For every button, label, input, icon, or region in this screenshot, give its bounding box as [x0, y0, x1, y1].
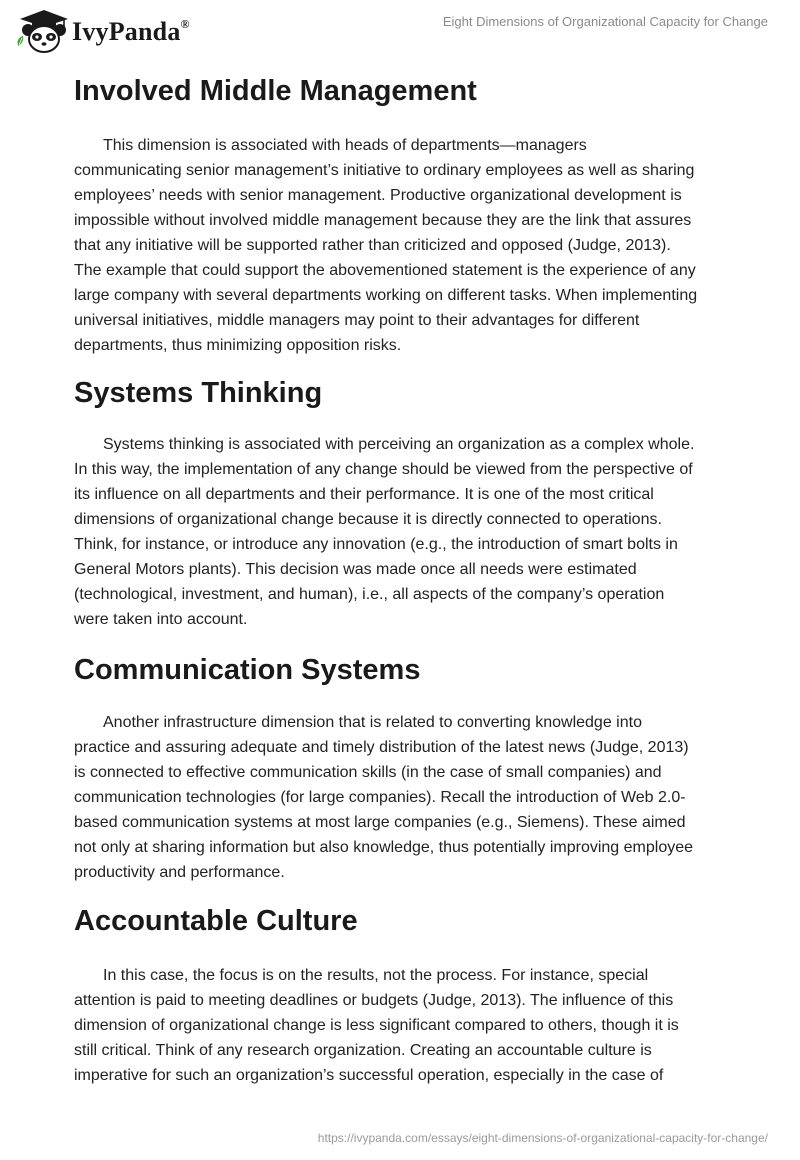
section-heading: Involved Middle Management: [74, 75, 477, 107]
page-header: [0, 0, 800, 64]
panda-graduate-icon: [14, 8, 70, 54]
logo-text: IvyPanda: [72, 17, 181, 46]
paragraph-line: its influence on all departments and their performance. It is one of the most critical: [74, 486, 654, 503]
paragraph-line: is connected to effective communication skills (in the case of small companies) and: [74, 764, 662, 781]
paragraph-line: were taken into account.: [74, 611, 248, 628]
paragraph-line: not only at sharing information but also knowledge, thus potentially improving employee: [74, 839, 694, 856]
registered-mark: ®: [180, 17, 190, 32]
paragraph-line: employees’ needs with senior management. Productive organizational development is: [74, 187, 682, 204]
section-paragraph: [74, 963, 679, 1088]
paragraph-line: dimension of organizational change is less significant compared to others, though it is: [74, 1017, 679, 1034]
paragraph-line: productivity and performance.: [74, 864, 285, 881]
paragraph-line: based communication systems at most large companies (e.g., Siemens). These aimed: [74, 814, 686, 831]
paragraph-line: that any initiative will be supported rather than criticized and opposed (Judge, 2013).: [74, 237, 671, 254]
paragraph-line: communication technologies (for large companies). Recall the introduction of Web 2.0-: [74, 789, 686, 806]
paragraph-line: General Motors plants). This decision was made once all needs were estimated: [74, 561, 637, 578]
section-paragraph: [74, 710, 693, 885]
section-paragraph: [74, 133, 697, 358]
paragraph-line: communicating senior management’s initiative to ordinary employees as well as sharing: [74, 162, 695, 179]
paragraph-line: dimensions of organizational change because it is directly connected to operations.: [74, 511, 662, 528]
ivypanda-logo[interactable]: [14, 8, 204, 54]
paragraph-line: In this case, the focus is on the results, not the process. For instance, special: [103, 967, 649, 984]
paragraph-line: (technological, investment, and human), i.e., all aspects of the company’s operation: [74, 586, 665, 603]
paragraph-line: practice and assuring adequate and timely distribution of the latest news (Judge, 2013): [74, 739, 689, 756]
paragraph-line: impossible without involved middle management because they are the link that assures: [74, 212, 692, 229]
paragraph-line: attention is paid to meeting deadlines or budgets (Judge, 2013). The influence of this: [74, 992, 674, 1009]
source-url[interactable]: https://ivypanda.com/essays/eight-dimensions-of-organizational-capacity-for-change/: [317, 1131, 768, 1145]
paragraph-line: Systems thinking is associated with perceiving an organization as a complex whole.: [103, 436, 695, 453]
paragraph-line: The example that could support the abovementioned statement is the experience of any: [74, 262, 696, 279]
section-heading: Accountable Culture: [74, 905, 358, 937]
paragraph-line: large company with several departments working on different tasks. When implementing: [74, 287, 698, 304]
paragraph-line: Another infrastructure dimension that is related to converting knowledge into: [103, 714, 642, 731]
section-paragraph: [74, 432, 694, 632]
paragraph-line: In this way, the implementation of any change should be viewed from the perspective of: [74, 461, 693, 478]
document-title: Eight Dimensions of Organizational Capacity for Change: [442, 14, 768, 29]
paragraph-line: Think, for instance, or introduce any innovation (e.g., the introduction of smart bolts in: [74, 536, 678, 553]
section-heading: Communication Systems: [74, 654, 421, 686]
paragraph-line: imperative for such an organization’s successful operation, especially in the case of: [74, 1067, 664, 1084]
paragraph-line: departments, thus minimizing opposition risks.: [74, 337, 402, 354]
paragraph-line: This dimension is associated with heads of departments—managers: [103, 137, 587, 154]
paragraph-line: universal initiatives, middle managers may point to their advantages for different: [74, 312, 640, 329]
paragraph-line: still critical. Think of any research organization. Creating an accountable culture is: [74, 1042, 652, 1059]
logo-wordmark: [72, 17, 190, 47]
section-heading: Systems Thinking: [74, 377, 323, 409]
